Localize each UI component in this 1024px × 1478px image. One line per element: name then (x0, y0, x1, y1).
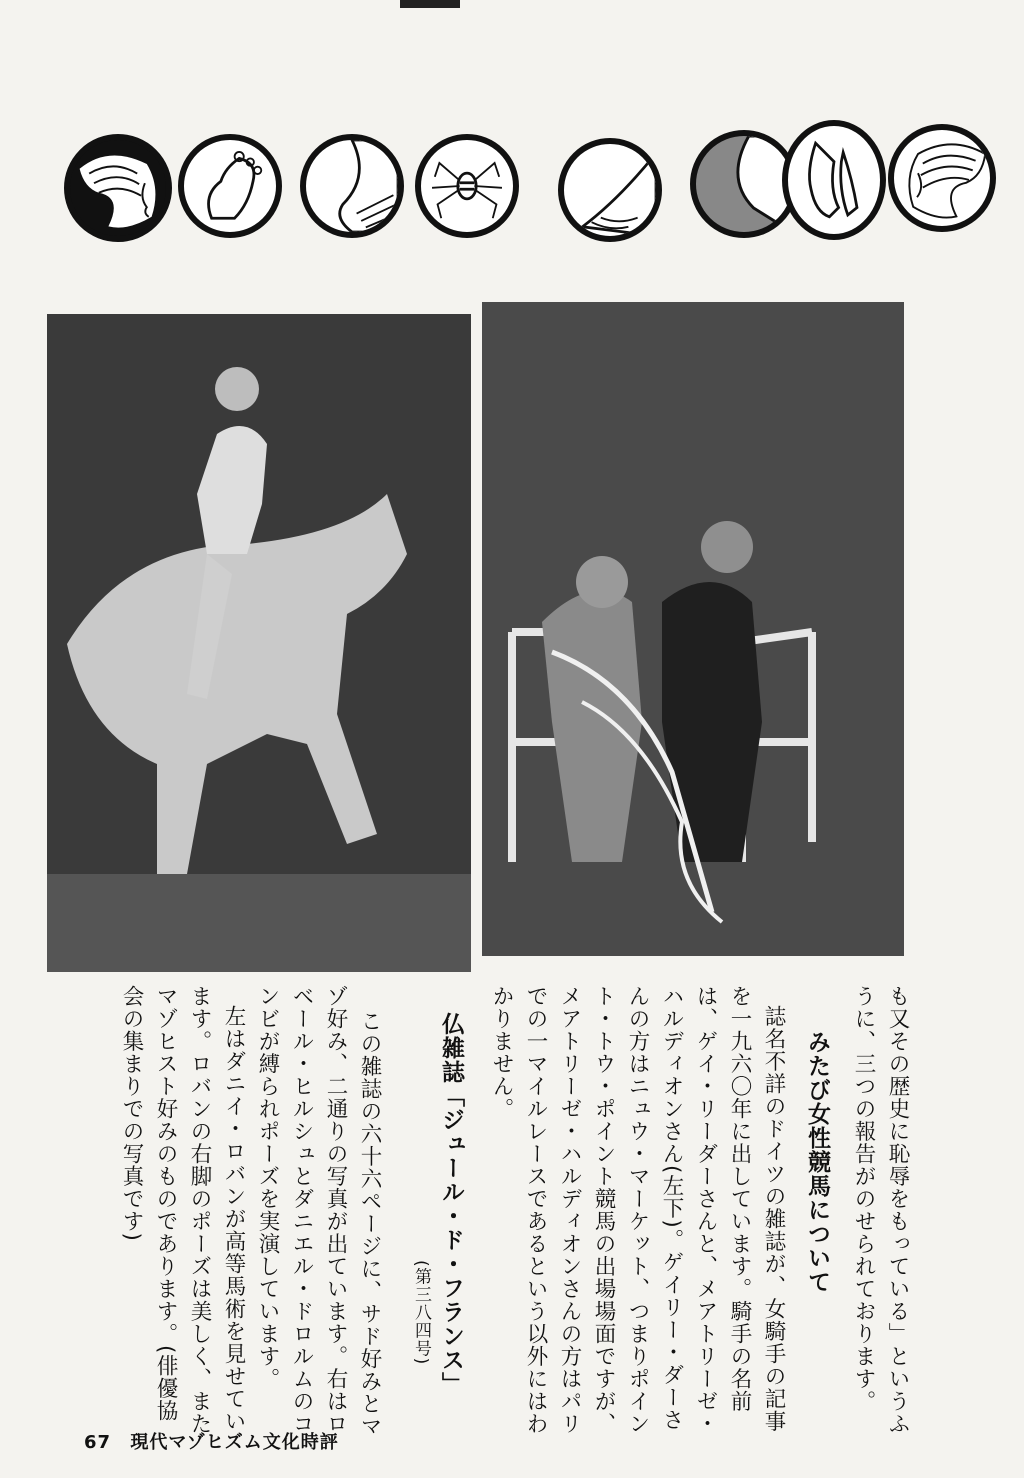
body1-line-9: かりません。 (489, 985, 514, 1120)
body2-line-7: マゾヒスト好みのものであります。(俳優協 (153, 985, 178, 1422)
intro-line-1: も又その歴史に恥辱をもっている」というふ (885, 985, 910, 1435)
horse-rider-photo (47, 314, 471, 972)
body1-line-5: んの方はニュウ・マーケット、つまりポイン (625, 985, 650, 1435)
breast-icon (300, 134, 404, 238)
woman-face-left-icon (888, 124, 996, 232)
body2-line-2: ゾ好み、二通りの写真が出ています。右はロ (323, 985, 348, 1435)
feet-icon (782, 120, 886, 240)
body2-line-5: 左はダニイ・ロバンが高等馬術を見せてい (221, 1005, 246, 1433)
body2-line-6: ます。ロバンの右脚のポーズは美しく、また (187, 985, 212, 1435)
body1-line-6: ト・トウ・ポイント競馬の出場場面ですが、 (591, 985, 616, 1435)
heading-french-magazine: 仏雑誌「ジュール・ド・フランス」 (438, 1012, 464, 1396)
body2-line-4: ンビが縛られポーズを実演しています。 (255, 985, 280, 1390)
bound-women-photo (482, 302, 904, 956)
page-number: 67 (84, 1432, 112, 1453)
curve-icon (558, 138, 662, 242)
heading-racing: みたび女性競馬について (804, 1030, 830, 1294)
foot-icon (178, 134, 282, 238)
heading-french-magazine-issue: (第三八四号) (411, 1260, 431, 1366)
running-title: 現代マゾヒズム文化時評 (130, 1432, 339, 1453)
body1-line-4: ハルディオンさん(左下)。ゲイリー・ダーさ (659, 985, 684, 1432)
body2-line-3: ベール・ヒルシュとダニエル・ドロルムのコ (289, 985, 314, 1435)
intro-line-2: うに、三つの報告がのせられております。 (851, 985, 876, 1413)
body1-line-7: メアトリーゼ・ハルディオンさんの方はパリ (557, 985, 582, 1435)
body2-line-8: 会の集まりでの写真です) (119, 985, 144, 1242)
page-footer (84, 1428, 339, 1454)
body1-line-1: 誌名不詳のドイツの雑誌が、女騎手の記事 (761, 1005, 786, 1433)
body1-line-2: を一九六〇年に出しています。騎手の名前 (727, 985, 752, 1413)
body1-line-8: での一マイルレースであるという以外にはわ (523, 985, 548, 1435)
woman-face-right-icon (64, 134, 172, 242)
body1-line-3: は、ゲイ・リーダーさんと、メアトリーゼ・ (693, 985, 718, 1435)
decorative-roundels (60, 130, 1000, 250)
page-top-mark (400, 0, 460, 8)
body2-line-1: この雑誌の六十六ページに、サド好みとマ (357, 1010, 382, 1438)
spider-icon (415, 134, 519, 238)
